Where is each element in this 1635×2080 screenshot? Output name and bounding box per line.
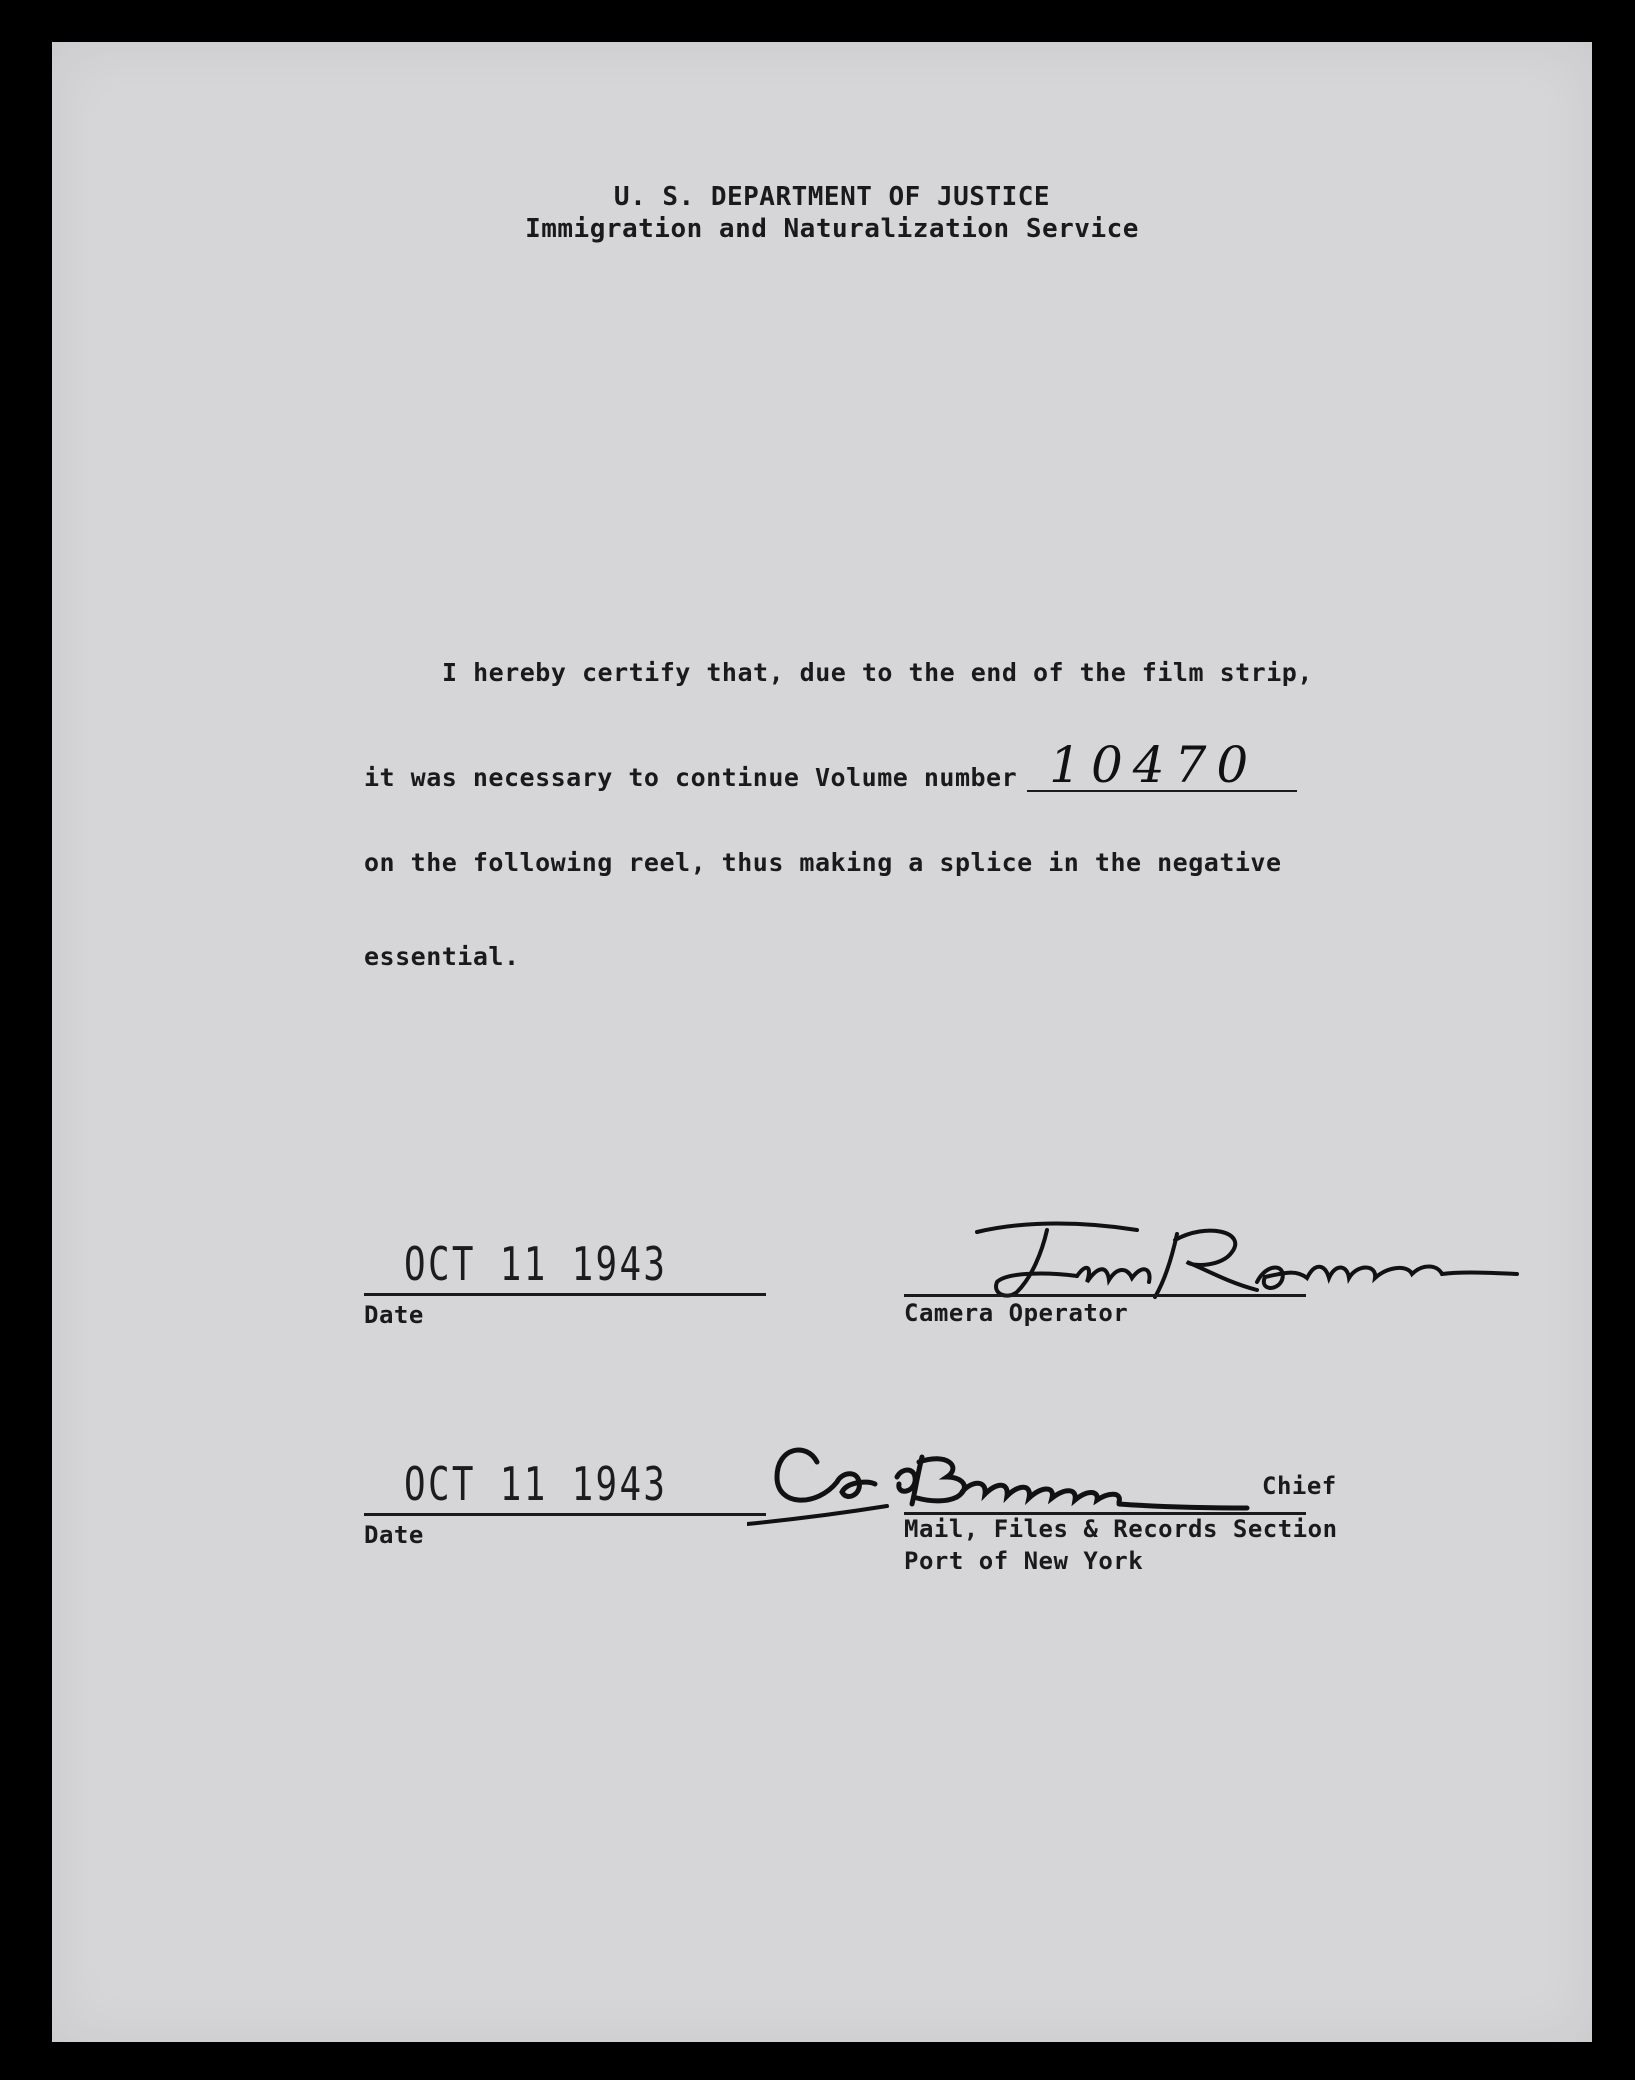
camera-operator-signature-drawing xyxy=(937,1212,1537,1302)
camera-signature-line xyxy=(904,1294,1306,1297)
document-page xyxy=(52,42,1592,2042)
chief-section-label: Mail, Files & Records Section xyxy=(904,1515,1338,1543)
camera-date-block xyxy=(364,1237,766,1327)
chief-date-stamp: OCT 11 1943 xyxy=(404,1457,668,1511)
camera-date-label: Date xyxy=(364,1301,424,1329)
camera-operator-label: Camera Operator xyxy=(904,1299,1129,1327)
volume-number-handwritten: 10470 xyxy=(1049,736,1259,794)
certificate-line-4: essential. xyxy=(364,942,520,971)
certificate-line-1: I hereby certify that, due to the end of the film strip, xyxy=(442,658,1313,687)
camera-date-stamp: OCT 11 1943 xyxy=(404,1237,668,1291)
service-heading: Immigration and Naturalization Service xyxy=(525,214,1139,244)
camera-date-line xyxy=(364,1293,766,1296)
department-heading: U. S. DEPARTMENT OF JUSTICE xyxy=(613,182,1051,212)
chief-date-line xyxy=(364,1513,766,1516)
certificate-line-2 xyxy=(364,736,1297,794)
chief-date-block xyxy=(364,1457,766,1547)
certificate-line-3: on the following reel, thus making a splice in the negative xyxy=(364,848,1282,877)
chief-title-label: Chief xyxy=(1262,1472,1337,1500)
certificate-line-2-text: it was necessary to continue Volume number xyxy=(364,763,1018,792)
camera-operator-signature xyxy=(937,1212,1537,1302)
chief-date-label: Date xyxy=(364,1521,424,1549)
chief-location-label: Port of New York xyxy=(904,1547,1144,1575)
volume-number-field xyxy=(1027,736,1297,794)
